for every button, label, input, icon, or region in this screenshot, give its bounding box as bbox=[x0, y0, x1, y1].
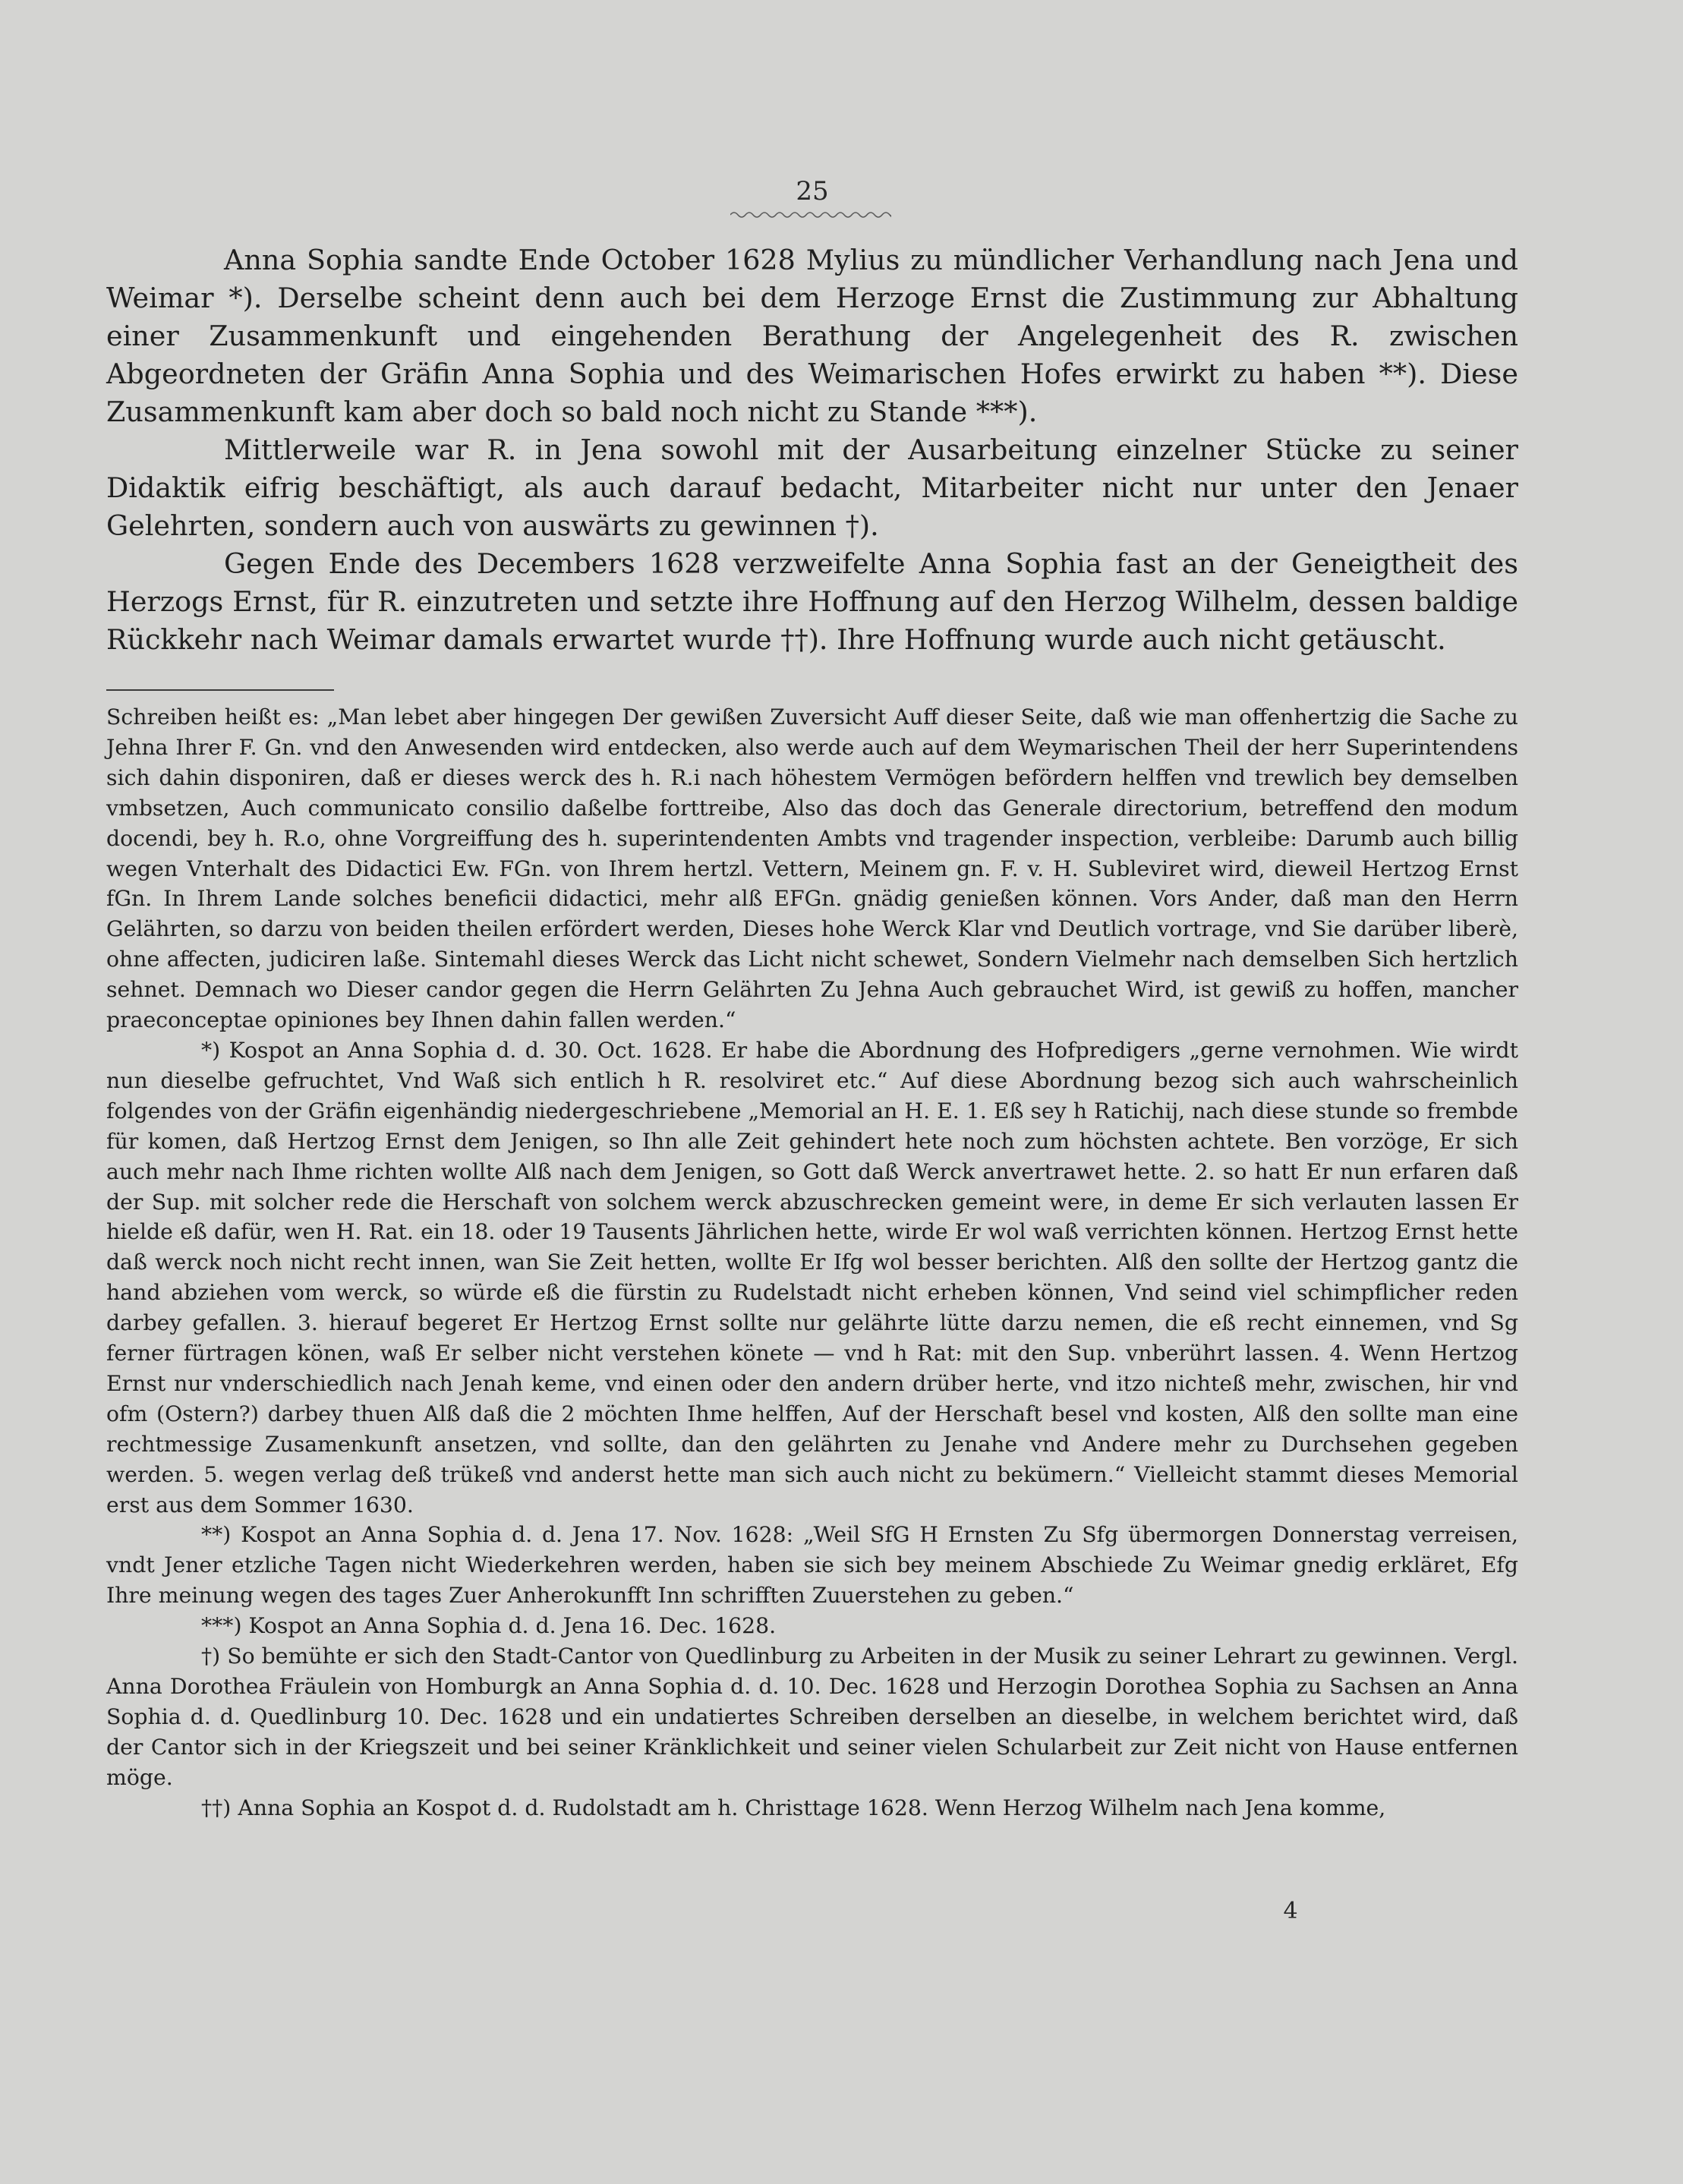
main-paragraph: Mittlerweile war R. in Jena sowohl mit der Ausarbeitung einzelner Stücke zu seiner Didaktik eifrig beschäftigt, als auch darauf bedacht, Mitarbeiter nicht nur unter den Jenaer Gelehrten, sondern auch von auswärts zu gewinnen †). bbox=[106, 433, 1518, 542]
main-text bbox=[106, 241, 1518, 659]
footnote-separator bbox=[106, 689, 334, 691]
footnote: ††) Anna Sophia an Kospot d. d. Rudolstadt am h. Christtage 1628. Wenn Herzog Wilhelm nach Jena komme, bbox=[201, 1795, 1386, 1820]
footnotes bbox=[106, 702, 1518, 1823]
footnote: †) So bemühte er sich den Stadt-Cantor von Quedlinburg zu Arbeiten in der Musik zu seiner Lehrart zu gewinnen. Vergl. Anna Dorothea Fräulein von Homburgk an Anna Sophia d. d. 10. Dec. 1628 und Herzogin Dorothea Sophia zu Sachsen an Anna Sophia d. d. Quedlinburg 10. Dec. 1628 und ein undatiertes Schreiben derselben an dieselbe, in welchem berichtet wird, daß der Cantor sich in der Kriegszeit und bei seiner Kränklichkeit und seiner vielen Schularbeit zur Zeit nicht von Hause entfernen möge. bbox=[106, 1644, 1518, 1790]
footnote: *) Kospot an Anna Sophia d. d. 30. Oct. 1628. Er habe die Abordnung des Hofpredigers „gerne vernohmen. Wie wirdt nun dieselbe gefruchtet, Vnd Waß sich entlich h R. resolviret etc.“ Auf diese Abordnung bezog sich auch wahrscheinlich folgendes von der Gräfin eigenhändig niedergeschriebene „Memorial an H. E. 1. Eß sey h Ratichij, nach diese stunde so frembde für komen, daß Hertzog Ernst dem Jenigen, so Ihn alle Zeit gehindert hete noch zum höchsten achtete. Ben vorzöge, Er sich auch mehr nach Ihme richten wollte Alß nach dem Jenigen, so Gott daß Werck anvertrawet hette. 2. so hatt Er nun erfaren daß der Sup. mit solcher rede die Herschaft von solchem werck abzuschrecken gemeint were, in deme Er sich verlauten lassen Er hielde eß dafür, wen H. Rat. ein 18. oder 19 Tausents Jährlichen hette, wirde Er wol waß verrichten können. Hertzog Ernst hette daß werck noch nicht recht innen, wan Sie Zeit hetten, wollte Er Ifg wol besser berichten. Alß den sollte der Hertzog gantz die hand abziehen vom werck, so würde eß die fürstin zu Rudelstadt nicht erheben können, Vnd seind viel schimpflicher reden darbey gefallen. 3. hierauf begeret Er Hertzog Ernst sollte nur gelährte lütte darzu nemen, die eß recht einnemen, vnd Sg ferner fürtragen könen, waß Er selber nicht verstehen könete — vnd h Rat: mit den Sup. vnberührt lassen. 4. Wenn Hertzog Ernst nur vnderschiedlich nach Jenah keme, vnd einen oder den andern drüber herte, vnd itzo nichteß mehr, zwischen, hir vnd ofm (Ostern?) darbey thuen Alß daß die 2 möchten Ihme helffen, Auf der Herschaft besel vnd kosten, Alß den sollte man eine rechtmessige Zusamenkunft ansetzen, vnd sollte, dan den gelährten zu Jenahe vnd Andere mehr zu Durchsehen gegeben werden. 5. wegen verlag deß trükeß vnd anderst hette man sich auch nicht zu bekümern.“ Vielleicht stammt dieses Memorial erst aus dem Sommer 1630. bbox=[106, 1037, 1518, 1517]
footnote-continuation: Schreiben heißt es: „Man lebet aber hingegen Der gewißen Zuversicht Auff dieser Seite, daß wie man offenhertzig die Sache zu Jehna Ihrer F. Gn. vnd den Anwesenden wird entdecken, also werde auch auf dem Weymarischen Theil der herr Superintendens sich dahin disponiren, daß er dieses werck des h. R.i nach höhestem Vermögen befördern helffen vnd trewlich bey demselben vmbsetzen, Auch communicato consilio daßelbe forttreibe, Also das doch das Generale directorium, betreffend den modum docendi, bey h. R.o, ohne Vorgreiffung des h. superintendenten Ambts vnd tragender inspection, verbleibe: Darumb auch billig wegen Vnterhalt des Didactici Ew. FGn. von Ihrem hertzl. Vettern, Meinem gn. F. v. H. Subleviret wird, dieweil Hertzog Ernst fGn. In Ihrem Lande solches beneficii didactici, mehr alß EFGn. gnädig genießen können. Vors Ander, daß man den Herrn Gelährten, so darzu von beiden theilen erfördert werden, Dieses hohe Werck Klar vnd Deutlich vortrage, vnd Sie darüber liberè, ohne affecten, judiciren laße. Sintemahl dieses Werck das Licht nicht schewet, Sondern Vielmehr nach demselben Sich hertzlich sehnet. Demnach wo Dieser candor gegen die Herrn Gelährten Zu Jehna Auch gebrauchet Wird, ist gewiß zu hoffen, mancher praeconceptae opiniones bey Ihnen dahin fallen werden.“ bbox=[106, 704, 1518, 1033]
main-paragraph: Gegen Ende des Decembers 1628 verzweifelte Anna Sophia fast an der Geneigtheit des Herzogs Ernst, für R. einzutreten und setzte ihre Hoffnung auf den Herzog Wilhelm, dessen baldige Rückkehr nach Weimar damals erwartet wurde ††). Ihre Hoffnung wurde auch nicht getäuscht. bbox=[106, 547, 1518, 656]
main-paragraph: Anna Sophia sandte Ende October 1628 Mylius zu mündlicher Verhandlung nach Jena und Weimar *). Derselbe scheint denn auch bei dem Herzoge Ernst die Zustimmung zur Abhaltung einer Zusammenkunft und eingehenden Berathung der Angelegenheit des R. zwischen Abgeordneten der Gräfin Anna Sophia und des Weimarischen Hofes erwirkt zu haben **). Diese Zusammenkunft kam aber doch so bald noch nicht zu Stande ***). bbox=[106, 244, 1518, 428]
decorative-wave-rule bbox=[730, 210, 891, 220]
footnote: **) Kospot an Anna Sophia d. d. Jena 17. Nov. 1628: „Weil SfG H Ernsten Zu Sfg übermorgen Donnerstag verreisen, vndt Jener etzliche Tagen nicht Wiederkehren werden, haben sie sich bey meinem Abschiede Zu Weimar gnedig erkläret, Efg Ihre meinung wegen des tages Zuer Anherokunfft Inn schrifften Zuuerstehen zu geben.“ bbox=[106, 1522, 1518, 1609]
page-number: 25 bbox=[796, 176, 829, 206]
signature-mark: 4 bbox=[1283, 1898, 1298, 1924]
footnote: ***) Kospot an Anna Sophia d. d. Jena 16. Dec. 1628. bbox=[201, 1613, 777, 1639]
